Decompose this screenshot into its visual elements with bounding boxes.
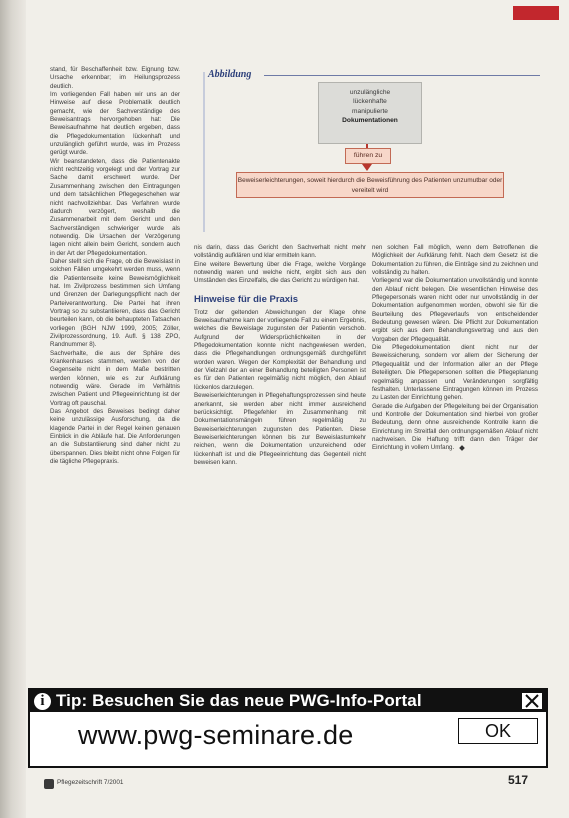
publisher-logo-icon [44,779,54,789]
figure-rule [264,75,540,76]
page-tab-marker [513,6,559,20]
ok-button[interactable]: OK [458,718,538,744]
info-icon: i [34,693,51,710]
article-column-1 [50,66,180,668]
paragraph: Eine weitere Bewertung über die Frage, welche Vorgänge notwendig waren und welche nicht, ergibt sich aus den Umständen des Einzelfalls, die das Gericht zu würdigen hat. [194,260,366,285]
figure-box-line: lückenhafte [353,98,387,106]
figure-box-leads-to: führen zu [345,148,391,164]
portal-url: www.pwg-seminare.de [78,720,354,750]
paragraph: Daher stellt sich die Frage, ob die Beweislast in solchen Fällen umgekehrt werden muss, wenn die Patientenseite keine Beweismöglichkeit hat. Im Zivilprozess bestimmen sich Umfang und Grenzen der Darlegungspflicht nach der Parteiverantwortung. Die Partei hat ihren Vortrag so zu substantiieren, dass das Gericht beurteilen kann, ob die behaupteten Tatsachen vorliegen (BGH NJW 1999, 2005; Zöller, Zivilprozessordnung, 19. Aufl. § 138 ZPO, Randnummer 8). [50,257,180,349]
page-number: 517 [508,773,529,787]
figure-box-line-strong: Dokumentationen [342,117,398,125]
paragraph: nis darin, dass das Gericht den Sachverhalt nicht mehr vollständig aufklären und klar ermitteln kann. [194,244,366,260]
info-portal-dialog [28,688,548,768]
paragraph: Vorliegend war die Dokumentation unvollständig und konnte den Ablauf nicht belegen. Die wesentlichen Hinweise des Pflegepersonals waren nicht oder nur unvollständig in der Dokumentation aufgenommen worden, obwohl sie für die Beurteilung des Pflegeverlaufs von entscheidender Bedeutung gewesen wären. Die Pflicht zur Dokumentation ergibt sich aus dem Behandlungsvertrag und aus den Vorgaben der Pflegequalität. [372,277,538,343]
paragraph: Im vorliegenden Fall haben wir uns an der Hinweise auf diese Problematik deutlich gemacht, wie der Sachverständige des Beweisantrags hervorgehoben hat: Die Beweisaufnahme hat deutlich ergeben, dass die Pflegedokumentation lückenhaft und unzulänglich geführt wurde, was im Prozess gerügt wurde. [50,91,180,157]
article-column-2 [194,244,366,668]
figure-box-line: manipulierte [352,107,388,115]
paragraph: Sachverhalte, die aus der Sphäre des Krankenhauses stammen, werden von der Gegenseite nicht in dem Maße bestritten werden können, wie es zur Aufklärung notwendig wäre. Gerade im Verhältnis zwischen Patient und Pflegeeinrichtung ist der Vortrag oft pauschal. [50,349,180,407]
dialog-title: Tip: Besuchen Sie das neue PWG-Info-Portal [56,691,422,710]
scan-shadow-edge [0,0,26,818]
section-heading: Hinweise für die Praxis [194,293,299,305]
paragraph: Trotz der geltenden Abweichungen der Klage ohne Beweisaufnahme kam der vorliegende Fall zu einem Ergebnis, welches die Beweislage zugunsten der Patientin verschob. Aufgrund der Widersprüchlichkeiten in der Pflegedokumentation konnte nicht nachgewiesen werden, dass die Pflegehandlungen ordnungsgemäß durchgeführt worden waren. Wegen der Komplexität der Behandlung und der Vielzahl der an einer Behandlung beteiligten Personen ist es für den Patienten regelmäßig nicht möglich, den Ablauf lückenlos darzulegen. [194,308,366,391]
paragraph: stand, für Beschaffenheit bzw. Eignung bzw. Ursache erkennbar; im Heilungsprozess deutlich. [50,66,180,90]
paragraph: Wir beanstandeten, dass die Patientenakte nicht rechtzeitig vorgelegt und der Vortrag zur Sache damit erschwert wurde. Der Zusammenhang zwischen den Eintragungen und dem tatsächlichen Pflegegeschehen war nicht nachvollziehbar. Das Verfahren wurde dadurch verzögert, weshalb die Zusammenarbeit mit dem Gericht und den Sachverständigen schwieriger wurde als notwendig. Die Ursachen der Verzögerung lagen nicht allein beim Gericht, sondern auch in der Art der Pflegedokumentation. [50,157,180,257]
paragraph-text: Gerade die Aufgaben der Pflegeleitung bei der Organisation und Kontrolle der Dokumentation sind hierbei von großer Bedeutung, denn ohne ausreichende Kontrolle kann die Einrichtung im Streitfall den ordnungsgemäßen Ablauf nicht nachweisen. Die Haftung trifft dann den Träger der Einrichtung in vollem Umfang. [372,402,538,452]
paragraph: Das Angebot des Beweises bedingt daher keine unzulässige Ausforschung, da die klagende Partei in der Regel keinen genauen Einblick in die Abläufe hat. Die Anforderungen an die Substantiierung sind daher nicht zu überspannen. Dies bleibt nicht ohne Folgen für die tägliche Pflegepraxis. [50,408,180,466]
paragraph [372,403,538,453]
paragraph: Die Pflegedokumentation dient nicht nur der Beweissicherung, sondern vor allem der Sicherung der Pflegequalität und der Information aller an der Pflege Beteiligten. Die Pflegepersonen sollten die Pflegeplanung regelmäßig anpassen und Veränderungen sorgfältig festhalten. Unterlassene Eintragungen können im Prozess zu Lasten der Einrichtung gehen. [372,344,538,402]
dialog-title-bar [30,690,546,712]
close-button[interactable] [521,692,543,710]
end-mark-icon [459,445,465,451]
figure-title: Abbildung [208,69,252,80]
article-column-3 [372,244,538,668]
figure-box-line: unzulängliche [349,89,391,96]
figure-box-documentation [318,82,422,144]
close-icon [525,694,539,708]
figure-arrow-head [362,164,372,171]
publication-name: Pflegezeitschrift 7/2001 [57,779,124,786]
paragraph: nen solchen Fall möglich, wenn dem Betroffenen die Möglichkeit der Aufklärung fehlt. Nach dem Gesetz ist die Dokumentation zu führen, die Einträge sind zu zeichnen und vollständig zu halten. [372,244,538,277]
paragraph: Beweiserleichterungen in Pflegehaftungsprozessen sind heute anerkannt, sie werden aber nicht immer ausreichend berücksichtigt. Pflegefehler im Zusammenhang mit Dokumentationsmängeln führen regelmäßig zu Beweiserleichterungen zugunsten des Patienten. Diese Beweiserleichterungen können bis zur Beweislastumkehr reichen, wenn die Dokumentation unzureichend oder lückenhaft ist und die Pflegeeinrichtung das Gegenteil nicht beweisen kann. [194,392,366,466]
figure-frame [203,72,205,232]
figure-box-evidence: Beweiserleichterungen, soweit hierdurch die Beweisführung des Patienten unzumutbar oder vereitelt wird [236,172,504,198]
